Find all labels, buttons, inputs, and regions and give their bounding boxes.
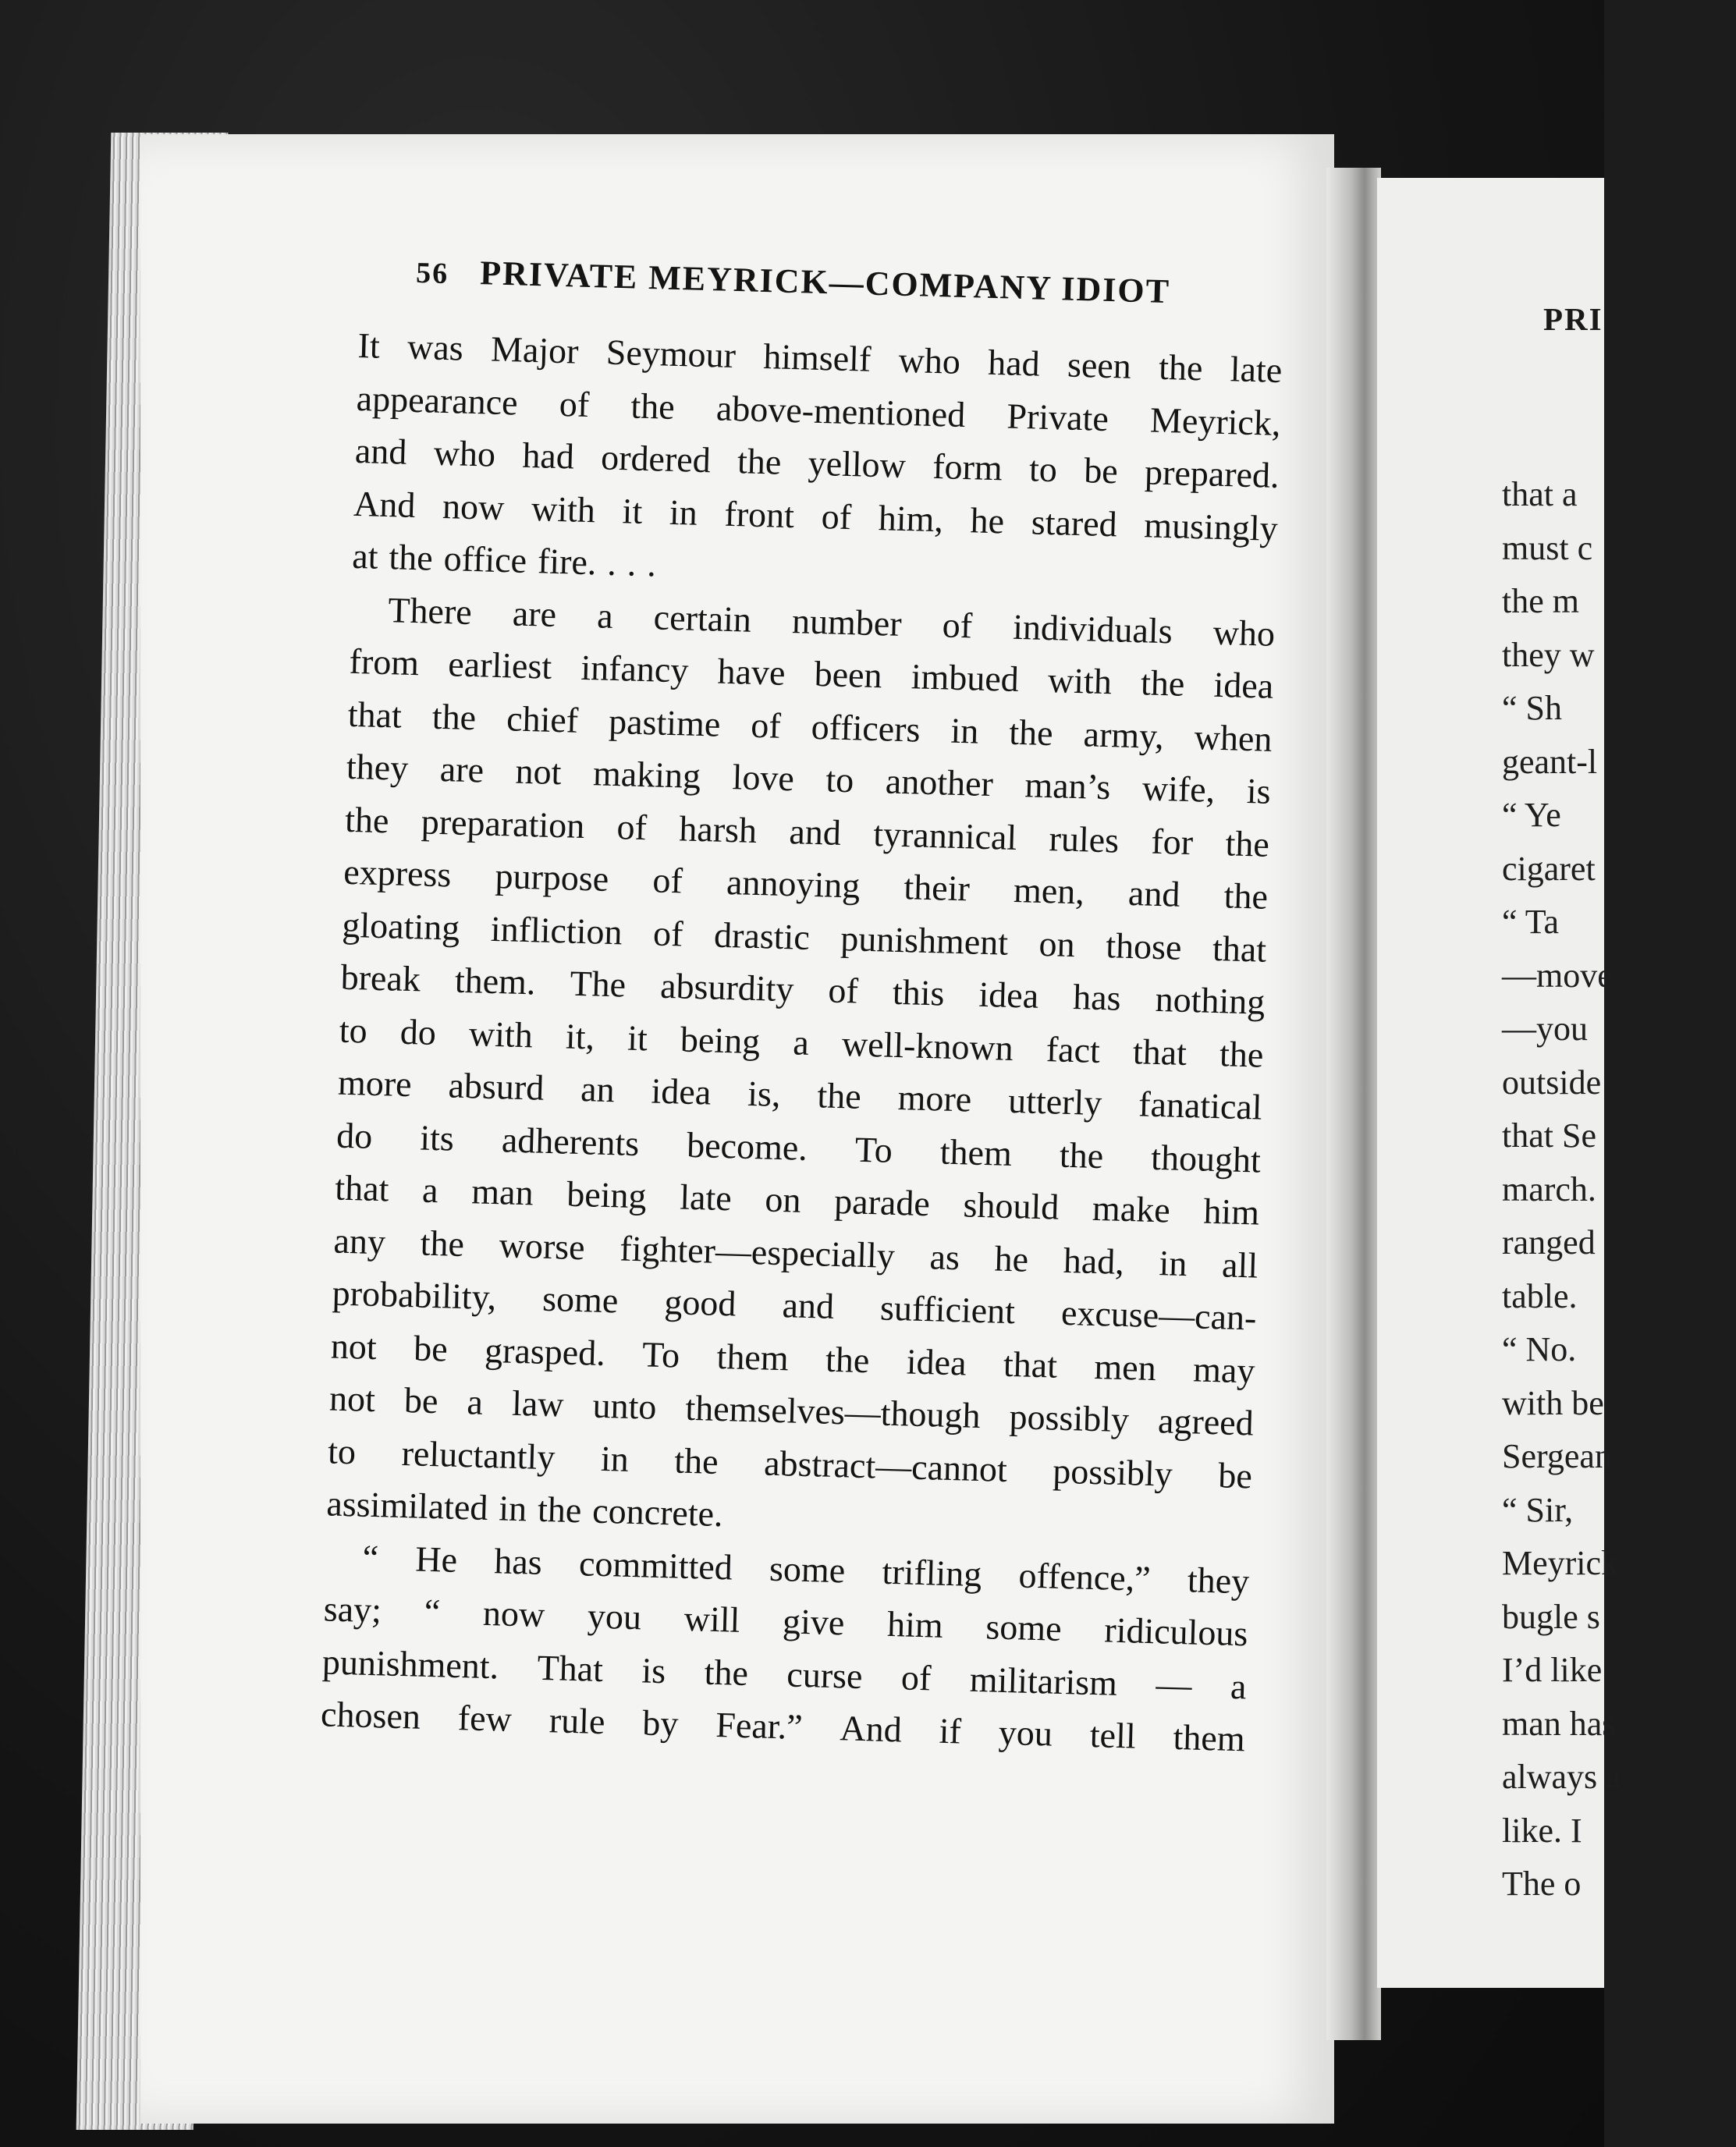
right-page-line: outside: [1502, 1063, 1602, 1102]
text-line: to reluctantly in the abstract—cannot possibly be: [327, 1430, 1253, 1496]
text-line: probability, some good and sufficient excuse—can-: [332, 1272, 1258, 1338]
right-page-line: Meyrick: [1502, 1544, 1619, 1582]
right-page-line: “ No.: [1502, 1330, 1577, 1368]
text-line: appearance of the above-mentioned Private Meyrick,: [356, 378, 1282, 443]
right-page-text: [1502, 468, 1736, 1911]
text-line: not be grasped. To them the idea that men may: [330, 1325, 1256, 1391]
text-line: There are a certain number of individuals who: [387, 589, 1276, 654]
text-line: they are not making love to another man’s wife, is: [346, 746, 1272, 811]
paragraph: [351, 319, 1283, 607]
right-page-line: must c: [1502, 528, 1593, 567]
left-page-text: [320, 250, 1284, 1766]
text-line: to do with it, it being a well-known fact that the: [339, 1010, 1265, 1075]
right-running-head: PRI: [1543, 301, 1603, 337]
body-text: [320, 319, 1283, 1766]
paragraph: [326, 582, 1276, 1555]
text-line: And now with it in front of him, he stared musingly: [353, 483, 1279, 548]
paragraph: [320, 1530, 1250, 1766]
text-line: assimilated in the concrete.: [325, 1483, 724, 1535]
right-page-line: —move: [1502, 956, 1613, 995]
text-line: that a man being late on parade should make him: [334, 1167, 1260, 1233]
right-page-line: “ Ta: [1502, 903, 1560, 941]
right-page-line: march.: [1502, 1169, 1596, 1208]
text-line: punishment. That is the curse of militarism — a: [321, 1641, 1248, 1706]
text-line: gloating infliction of drastic punishment on those that: [341, 904, 1267, 970]
right-page-line: table.: [1502, 1276, 1578, 1315]
right-page-line: bugle s: [1502, 1597, 1600, 1636]
right-page-line: “ Sir,: [1502, 1490, 1574, 1529]
right-page-line: Sergean: [1502, 1437, 1612, 1475]
right-page-line: “ Ye: [1502, 796, 1561, 834]
right-page-line: like. I: [1502, 1811, 1582, 1850]
text-line: the preparation of harsh and tyrannical rules for the: [344, 799, 1270, 864]
book-gutter: [1326, 168, 1381, 2040]
text-line: any the worse fighter—especially as he had, in all: [332, 1220, 1259, 1286]
text-line: It was Major Seymour himself who had seen the late: [357, 325, 1283, 390]
text-line: at the office fire. . . .: [351, 535, 657, 584]
right-page-line: I’d like: [1502, 1651, 1603, 1689]
page-number: 56: [415, 256, 449, 291]
running-head-title: PRIVATE MEYRICK—COMPANY IDIOT: [479, 254, 1171, 311]
right-page-line: always a: [1502, 1758, 1621, 1796]
text-line: “ He has committed some trifling offence,” they: [361, 1537, 1250, 1601]
right-page-line: —you: [1502, 1010, 1588, 1048]
text-line: chosen few rule by Fear.” And if you tell them: [320, 1694, 1246, 1759]
right-page-line: geant-l: [1502, 742, 1598, 781]
text-line: do its adherents become. To them the thought: [335, 1115, 1262, 1180]
text-line: from earliest infancy have been imbued with the idea: [349, 641, 1274, 706]
text-line: say; “ now you will give him some ridiculous: [323, 1588, 1249, 1654]
right-page-line: “ Sh: [1502, 689, 1562, 727]
right-page-line: that Se: [1502, 1116, 1596, 1155]
text-line: and who had ordered the yellow form to be prepared.: [354, 430, 1280, 495]
right-page-line: cigaret: [1502, 849, 1596, 888]
right-page-line: man has: [1502, 1704, 1616, 1743]
right-page-line: with be: [1502, 1383, 1604, 1422]
right-page-line: the m: [1502, 582, 1579, 620]
text-line: more absurd an idea is, the more utterly fanatical: [337, 1062, 1263, 1127]
text-line: break them. The absurdity of this idea has nothing: [340, 956, 1266, 1022]
right-page: [1377, 178, 1621, 1988]
text-line: express purpose of annoying their men, and the: [343, 851, 1269, 917]
right-page-line: ranged: [1502, 1223, 1596, 1262]
right-page-line: they w: [1502, 635, 1595, 674]
right-page-line: The o: [1502, 1865, 1582, 1903]
right-page-line: that a: [1502, 475, 1578, 513]
text-line: that the chief pastime of officers in the army, when: [347, 694, 1273, 759]
text-line: not be a law unto themselves—though possibly agreed: [328, 1378, 1255, 1443]
